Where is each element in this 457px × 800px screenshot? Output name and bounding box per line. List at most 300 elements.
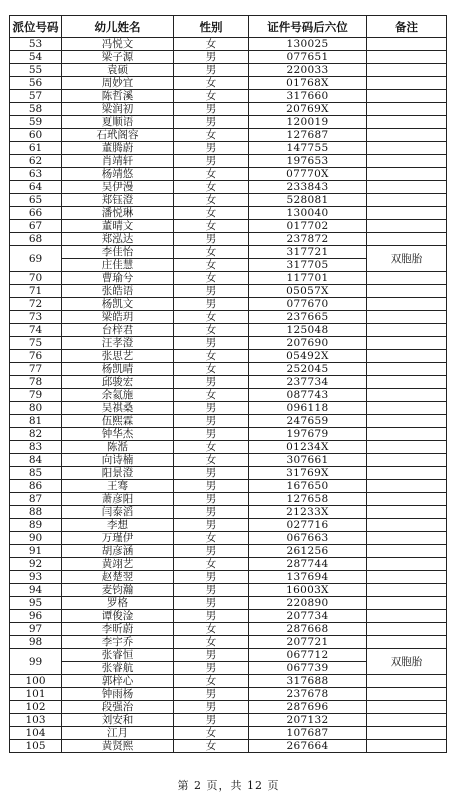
child-name-cell: 肖靖轩: [62, 155, 174, 168]
remarks-cell: [367, 90, 447, 103]
id-suffix-cell: 21233X: [249, 506, 367, 519]
remarks-cell: [367, 636, 447, 649]
id-suffix-cell: 147755: [249, 142, 367, 155]
table-row: [10, 129, 447, 142]
remarks-cell: [367, 103, 447, 116]
child-name-cell: 钟华杰: [62, 428, 174, 441]
table-row: [10, 675, 447, 688]
lottery-number-cell: 92: [10, 558, 62, 571]
remarks-cell: 双胞胎: [367, 649, 447, 675]
lottery-number-cell: 90: [10, 532, 62, 545]
lottery-number-cell: 77: [10, 363, 62, 376]
gender-cell: 女: [174, 77, 249, 90]
table-row: [10, 363, 447, 376]
lottery-number-cell: 95: [10, 597, 62, 610]
remarks-cell: [367, 51, 447, 64]
remarks-cell: [367, 298, 447, 311]
gender-cell: 男: [174, 155, 249, 168]
remarks-cell: [367, 194, 447, 207]
lottery-number-cell: 93: [10, 571, 62, 584]
gender-cell: 女: [174, 168, 249, 181]
child-name-cell: 郭梓心: [62, 675, 174, 688]
remarks-cell: [367, 688, 447, 701]
gender-cell: 男: [174, 545, 249, 558]
table-row: [10, 623, 447, 636]
gender-cell: 女: [174, 558, 249, 571]
id-suffix-cell: 220890: [249, 597, 367, 610]
lottery-number-cell: 72: [10, 298, 62, 311]
lottery-number-cell: 67: [10, 220, 62, 233]
remarks-cell: [367, 272, 447, 285]
lottery-number-cell: 97: [10, 623, 62, 636]
lottery-results-table: [9, 15, 447, 753]
child-name-cell: 萧彦阳: [62, 493, 174, 506]
gender-cell: 女: [174, 441, 249, 454]
gender-cell: 男: [174, 116, 249, 129]
remarks-cell: [367, 597, 447, 610]
child-name-cell: 钟雨杨: [62, 688, 174, 701]
child-name-cell: 李想: [62, 519, 174, 532]
gender-cell: 男: [174, 480, 249, 493]
id-suffix-cell: 528081: [249, 194, 367, 207]
header-child-name: 幼儿姓名: [62, 16, 174, 38]
child-name-cell: 曹瑜兮: [62, 272, 174, 285]
child-name-cell: 陈哲溪: [62, 90, 174, 103]
id-suffix-cell: 307661: [249, 454, 367, 467]
remarks-cell: [367, 142, 447, 155]
child-name-cell: 余氦施: [62, 389, 174, 402]
remarks-cell: [367, 38, 447, 51]
gender-cell: 男: [174, 610, 249, 623]
child-name-cell: 张皓语: [62, 285, 174, 298]
id-suffix-cell: 207721: [249, 636, 367, 649]
remarks-cell: [367, 558, 447, 571]
table-row: [10, 51, 447, 64]
lottery-number-cell: 83: [10, 441, 62, 454]
child-name-cell: 李宇乔: [62, 636, 174, 649]
gender-cell: 女: [174, 311, 249, 324]
lottery-number-cell: 53: [10, 38, 62, 51]
table-row: [10, 233, 447, 246]
id-suffix-cell: 137694: [249, 571, 367, 584]
child-name-cell: 张睿航: [62, 662, 174, 675]
id-suffix-cell: 125048: [249, 324, 367, 337]
id-suffix-cell: 252045: [249, 363, 367, 376]
child-name-cell: 郑泓达: [62, 233, 174, 246]
child-name-cell: 杨凯文: [62, 298, 174, 311]
lottery-number-cell: 65: [10, 194, 62, 207]
gender-cell: 男: [174, 415, 249, 428]
lottery-number-cell: 86: [10, 480, 62, 493]
gender-cell: 男: [174, 428, 249, 441]
child-name-cell: 万瑾伊: [62, 532, 174, 545]
lottery-number-cell: 68: [10, 233, 62, 246]
id-suffix-cell: 317705: [249, 259, 367, 272]
table-row: [10, 376, 447, 389]
lottery-number-cell: 100: [10, 675, 62, 688]
id-suffix-cell: 077651: [249, 51, 367, 64]
table-row: [10, 389, 447, 402]
remarks-cell: [367, 675, 447, 688]
child-name-cell: 黄贤熙: [62, 740, 174, 753]
id-suffix-cell: 127658: [249, 493, 367, 506]
lottery-number-cell: 55: [10, 64, 62, 77]
remarks-cell: [367, 311, 447, 324]
lottery-number-cell: 87: [10, 493, 62, 506]
gender-cell: 男: [174, 64, 249, 77]
id-suffix-cell: 233843: [249, 181, 367, 194]
remarks-cell: [367, 220, 447, 233]
id-suffix-cell: 207132: [249, 714, 367, 727]
table-row: [10, 415, 447, 428]
child-name-cell: 董晴文: [62, 220, 174, 233]
lottery-number-cell: 62: [10, 155, 62, 168]
gender-cell: 女: [174, 272, 249, 285]
remarks-cell: [367, 402, 447, 415]
gender-cell: 男: [174, 51, 249, 64]
gender-cell: 女: [174, 532, 249, 545]
id-suffix-cell: 027716: [249, 519, 367, 532]
gender-cell: 男: [174, 285, 249, 298]
remarks-cell: [367, 116, 447, 129]
gender-cell: 男: [174, 467, 249, 480]
table-row: [10, 298, 447, 311]
id-suffix-cell: 16003X: [249, 584, 367, 597]
gender-cell: 女: [174, 220, 249, 233]
lottery-number-cell: 74: [10, 324, 62, 337]
id-suffix-cell: 017702: [249, 220, 367, 233]
child-name-cell: 罗格: [62, 597, 174, 610]
id-suffix-cell: 107687: [249, 727, 367, 740]
gender-cell: 男: [174, 649, 249, 662]
table-row: [10, 103, 447, 116]
lottery-number-cell: 66: [10, 207, 62, 220]
id-suffix-cell: 067712: [249, 649, 367, 662]
id-suffix-cell: 05492X: [249, 350, 367, 363]
remarks-cell: [367, 428, 447, 441]
remarks-cell: [367, 519, 447, 532]
remarks-cell: [367, 207, 447, 220]
child-name-cell: 张思艺: [62, 350, 174, 363]
table-row: [10, 64, 447, 77]
id-suffix-cell: 087743: [249, 389, 367, 402]
gender-cell: 男: [174, 714, 249, 727]
table-body: [10, 38, 447, 753]
child-name-cell: 梁皓玥: [62, 311, 174, 324]
gender-cell: 男: [174, 519, 249, 532]
remarks-cell: [367, 285, 447, 298]
remarks-cell: [367, 64, 447, 77]
id-suffix-cell: 237872: [249, 233, 367, 246]
table-row: [10, 207, 447, 220]
header-id-last-six: 证件号码后六位: [249, 16, 367, 38]
table-row: [10, 246, 447, 259]
remarks-cell: [367, 181, 447, 194]
table-row: [10, 597, 447, 610]
table-row: [10, 324, 447, 337]
id-suffix-cell: 287744: [249, 558, 367, 571]
id-suffix-cell: 01234X: [249, 441, 367, 454]
roster-sheet: [9, 15, 447, 753]
gender-cell: 男: [174, 493, 249, 506]
lottery-number-cell: 105: [10, 740, 62, 753]
remarks-cell: [367, 610, 447, 623]
child-name-cell: 黄翊艺: [62, 558, 174, 571]
child-name-cell: 郑钰澄: [62, 194, 174, 207]
child-name-cell: 梁润初: [62, 103, 174, 116]
lottery-number-cell: 79: [10, 389, 62, 402]
remarks-cell: [367, 701, 447, 714]
table-row: [10, 727, 447, 740]
table-row: [10, 350, 447, 363]
child-name-cell: 庄佳慧: [62, 259, 174, 272]
child-name-cell: 杨凯晴: [62, 363, 174, 376]
remarks-cell: [367, 77, 447, 90]
table-row: [10, 649, 447, 662]
remarks-cell: [367, 168, 447, 181]
lottery-number-cell: 63: [10, 168, 62, 181]
gender-cell: 男: [174, 337, 249, 350]
remarks-cell: [367, 727, 447, 740]
remarks-cell: [367, 506, 447, 519]
gender-cell: 男: [174, 402, 249, 415]
lottery-number-cell: 75: [10, 337, 62, 350]
table-row: [10, 636, 447, 649]
remarks-cell: [367, 324, 447, 337]
lottery-number-cell: 101: [10, 688, 62, 701]
id-suffix-cell: 20769X: [249, 103, 367, 116]
table-row: [10, 467, 447, 480]
remarks-cell: [367, 129, 447, 142]
remarks-cell: [367, 740, 447, 753]
gender-cell: 男: [174, 376, 249, 389]
header-remarks: 备注: [367, 16, 447, 38]
child-name-cell: 邱骏宏: [62, 376, 174, 389]
table-row: [10, 714, 447, 727]
table-row: [10, 610, 447, 623]
gender-cell: 女: [174, 740, 249, 753]
remarks-cell: [367, 415, 447, 428]
gender-cell: 女: [174, 90, 249, 103]
table-row: [10, 77, 447, 90]
child-name-cell: 汪孝澄: [62, 337, 174, 350]
page-number-footer: 第 2 页，共 12 页: [177, 779, 280, 792]
remarks-cell: [367, 337, 447, 350]
child-name-cell: 谭俊淦: [62, 610, 174, 623]
header-lottery-number: 派位号码: [10, 16, 62, 38]
id-suffix-cell: 220033: [249, 64, 367, 77]
gender-cell: 女: [174, 194, 249, 207]
gender-cell: 男: [174, 571, 249, 584]
lottery-number-cell: 61: [10, 142, 62, 155]
table-row: [10, 181, 447, 194]
remarks-cell: [367, 714, 447, 727]
remarks-cell: [367, 376, 447, 389]
child-name-cell: 梁子源: [62, 51, 174, 64]
table-row: [10, 558, 447, 571]
id-suffix-cell: 247659: [249, 415, 367, 428]
lottery-number-cell: 57: [10, 90, 62, 103]
table-row: [10, 441, 447, 454]
child-name-cell: 阳景澄: [62, 467, 174, 480]
id-suffix-cell: 077670: [249, 298, 367, 311]
table-row: [10, 428, 447, 441]
lottery-number-cell: 69: [10, 246, 62, 272]
gender-cell: 男: [174, 142, 249, 155]
gender-cell: 女: [174, 623, 249, 636]
id-suffix-cell: 267664: [249, 740, 367, 753]
id-suffix-cell: 237665: [249, 311, 367, 324]
gender-cell: 男: [174, 662, 249, 675]
child-name-cell: 王骞: [62, 480, 174, 493]
gender-cell: 女: [174, 129, 249, 142]
gender-cell: 男: [174, 298, 249, 311]
gender-cell: 女: [174, 727, 249, 740]
lottery-number-cell: 98: [10, 636, 62, 649]
id-suffix-cell: 207734: [249, 610, 367, 623]
remarks-cell: [367, 389, 447, 402]
lottery-number-cell: 103: [10, 714, 62, 727]
id-suffix-cell: 130040: [249, 207, 367, 220]
remarks-cell: [367, 532, 447, 545]
gender-cell: 男: [174, 584, 249, 597]
id-suffix-cell: 01768X: [249, 77, 367, 90]
lottery-number-cell: 88: [10, 506, 62, 519]
id-suffix-cell: 197653: [249, 155, 367, 168]
gender-cell: 男: [174, 597, 249, 610]
id-suffix-cell: 287696: [249, 701, 367, 714]
remarks-cell: [367, 350, 447, 363]
table-row: [10, 545, 447, 558]
lottery-number-cell: 84: [10, 454, 62, 467]
gender-cell: 男: [174, 506, 249, 519]
child-name-cell: 李佳怡: [62, 246, 174, 259]
gender-cell: 女: [174, 246, 249, 259]
table-row: [10, 701, 447, 714]
lottery-number-cell: 91: [10, 545, 62, 558]
id-suffix-cell: 261256: [249, 545, 367, 558]
table-row: [10, 142, 447, 155]
id-suffix-cell: 120019: [249, 116, 367, 129]
lottery-number-cell: 82: [10, 428, 62, 441]
gender-cell: 女: [174, 363, 249, 376]
table-row: [10, 38, 447, 51]
child-name-cell: 向诗楠: [62, 454, 174, 467]
gender-cell: 女: [174, 389, 249, 402]
table-header-row: [10, 16, 447, 38]
remarks-cell: [367, 545, 447, 558]
table-row: [10, 116, 447, 129]
child-name-cell: 吴伊漫: [62, 181, 174, 194]
child-name-cell: 胡彦涵: [62, 545, 174, 558]
child-name-cell: 吴祺桑: [62, 402, 174, 415]
table-row: [10, 90, 447, 103]
id-suffix-cell: 117701: [249, 272, 367, 285]
child-name-cell: 周妙宜: [62, 77, 174, 90]
child-name-cell: 台梓君: [62, 324, 174, 337]
lottery-number-cell: 81: [10, 415, 62, 428]
table-row: [10, 311, 447, 324]
lottery-number-cell: 59: [10, 116, 62, 129]
gender-cell: 女: [174, 207, 249, 220]
table-row: [10, 740, 447, 753]
remarks-cell: [367, 441, 447, 454]
table-row: [10, 506, 447, 519]
id-suffix-cell: 237678: [249, 688, 367, 701]
gender-cell: 女: [174, 675, 249, 688]
id-suffix-cell: 05057X: [249, 285, 367, 298]
id-suffix-cell: 317688: [249, 675, 367, 688]
gender-cell: 女: [174, 259, 249, 272]
gender-cell: 女: [174, 350, 249, 363]
remarks-cell: [367, 467, 447, 480]
id-suffix-cell: 207690: [249, 337, 367, 350]
table-row: [10, 454, 447, 467]
child-name-cell: 潘悦琳: [62, 207, 174, 220]
child-name-cell: 江月: [62, 727, 174, 740]
id-suffix-cell: 31769X: [249, 467, 367, 480]
lottery-number-cell: 99: [10, 649, 62, 675]
table-row: [10, 493, 447, 506]
lottery-number-cell: 71: [10, 285, 62, 298]
remarks-cell: [367, 493, 447, 506]
remarks-cell: [367, 155, 447, 168]
lottery-number-cell: 70: [10, 272, 62, 285]
child-name-cell: 刘安和: [62, 714, 174, 727]
remarks-cell: [367, 454, 447, 467]
table-row: [10, 688, 447, 701]
table-row: [10, 155, 447, 168]
id-suffix-cell: 067663: [249, 532, 367, 545]
table-row: [10, 532, 447, 545]
remarks-cell: [367, 363, 447, 376]
gender-cell: 男: [174, 701, 249, 714]
child-name-cell: 李昕蔚: [62, 623, 174, 636]
table-row: [10, 168, 447, 181]
child-name-cell: 冯悦文: [62, 38, 174, 51]
remarks-cell: [367, 623, 447, 636]
lottery-number-cell: 89: [10, 519, 62, 532]
gender-cell: 女: [174, 38, 249, 51]
remarks-cell: 双胞胎: [367, 246, 447, 272]
gender-cell: 男: [174, 233, 249, 246]
child-name-cell: 闫泰滔: [62, 506, 174, 519]
id-suffix-cell: 130025: [249, 38, 367, 51]
child-name-cell: 麦钧瀚: [62, 584, 174, 597]
table-row: [10, 519, 447, 532]
child-name-cell: 段强治: [62, 701, 174, 714]
gender-cell: 女: [174, 324, 249, 337]
gender-cell: 女: [174, 454, 249, 467]
remarks-cell: [367, 480, 447, 493]
id-suffix-cell: 167650: [249, 480, 367, 493]
table-row: [10, 285, 447, 298]
id-suffix-cell: 237734: [249, 376, 367, 389]
lottery-number-cell: 73: [10, 311, 62, 324]
lottery-number-cell: 96: [10, 610, 62, 623]
lottery-number-cell: 78: [10, 376, 62, 389]
lottery-number-cell: 104: [10, 727, 62, 740]
lottery-number-cell: 94: [10, 584, 62, 597]
id-suffix-cell: 317660: [249, 90, 367, 103]
table-row: [10, 571, 447, 584]
lottery-number-cell: 76: [10, 350, 62, 363]
table-row: [10, 584, 447, 597]
child-name-cell: 赵楚翌: [62, 571, 174, 584]
gender-cell: 男: [174, 103, 249, 116]
id-suffix-cell: 317721: [249, 246, 367, 259]
table-row: [10, 480, 447, 493]
